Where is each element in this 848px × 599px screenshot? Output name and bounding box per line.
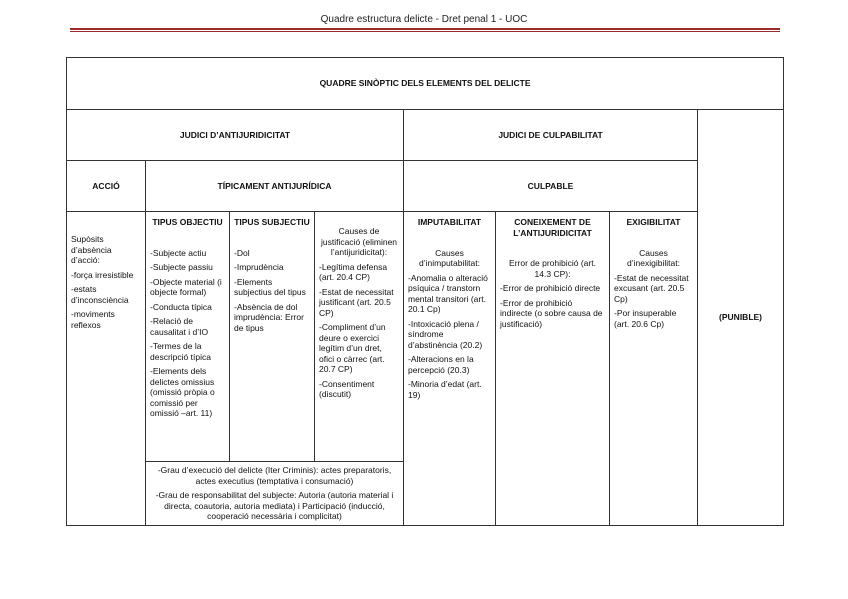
synoptic-table [66, 57, 784, 526]
justificacio-item: -Consentiment (discutit) [319, 378, 375, 399]
page-header: Quadre estructura delicte - Dret penal 1 - UOC [320, 14, 528, 25]
accio-intro: Supòsits d’absència d’acció: [71, 234, 112, 265]
culpabilitat-header: JUDICI DE CULPABILITAT [404, 110, 698, 161]
coneixement-cell [496, 212, 610, 526]
exigibilitat-intro: Causes d’inexigibilitat: [627, 247, 680, 268]
exigibilitat-item: -Estat de necessitat excusant (art. 20.5 Cp) [614, 272, 689, 304]
coneixement-item: -Error de prohibició indirecte (o sobre causa de justificació) [500, 297, 603, 329]
tipus-objectiu-cell [146, 212, 230, 462]
justificacio-item: -Legítima defensa (art. 20.4 CP) [319, 261, 388, 282]
tipus-subjectiu-item: -Imprudència [234, 262, 284, 272]
grau-execucio: -Grau d’execució del delicte (Iter Criminis): actes preparatoris, actes executius (temptativa i consumació) [157, 465, 392, 486]
tipus-objectiu-item: -Relació de causalitat i d’IO [150, 316, 209, 337]
tipus-subjectiu-item: -Dol [234, 247, 250, 258]
grau-responsabilitat: -Grau de responsabilitat del subjecte: Autoria (autoria material i directa, coautoria, autoria mediata) i Participació (inducció, cooperació necessària i complicitat) [155, 490, 394, 521]
accio-item: -força irresistible [71, 269, 134, 280]
punible-cell: (PUNIBLE) [698, 110, 784, 526]
imputabilitat-item: -Alteracions en la percepció (20.3) [408, 354, 474, 375]
table-title: QUADRE SINÒPTIC DELS ELEMENTS DEL DELICTE [67, 58, 784, 110]
tipus-subjectiu-item: -Absència de dol imprudència: Error de tipus [234, 301, 304, 333]
justificacio-item: -Estat de necessitat justificant (art. 20.5 CP) [319, 286, 394, 318]
tipus-subjectiu-heading: TIPUS SUBJECTIU [234, 217, 310, 227]
coneixement-heading: CONEIXEMENT DE L’ANTIJURIDICITAT [513, 217, 592, 238]
tipus-objectiu-item: -Subjecte passiu [150, 262, 213, 272]
tipus-objectiu-item: -Termes de la descripció típica [150, 341, 211, 362]
tipus-subjectiu-item: -Elements subjectius del tipus [234, 276, 306, 297]
accio-column [67, 212, 146, 526]
header-rule [70, 28, 780, 30]
tipus-objectiu-heading: TIPUS OBJECTIU [152, 217, 223, 227]
culpable-header: CULPABLE [404, 161, 698, 212]
accio-header: ACCIÓ [67, 161, 146, 212]
imputabilitat-item: -Anomalia o alteració psíquica / transtorn mental transitori (art. 20.1 Cp) [408, 272, 488, 314]
exigibilitat-cell [610, 212, 698, 526]
tipus-subjectiu-cell [230, 212, 315, 462]
imputabilitat-heading: IMPUTABILITAT [417, 217, 482, 227]
accio-item: -moviments reflexos [71, 309, 115, 330]
justificacio-item: -Compliment d’un deure o exercici legítim d’un dret, ofici o càrrec (art. 20.7 CP) [319, 322, 386, 374]
coneixement-item: -Error de prohibició directe [500, 283, 601, 293]
coneixement-intro: Error de prohibició (art. 14.3 CP): [509, 258, 596, 279]
justificacio-intro: Causes de justificació (eliminen l’antijuridicitat): [320, 226, 398, 257]
grau-cell [146, 462, 404, 526]
tipus-objectiu-item: -Elements dels delictes omissius (omissió pròpia o comissió per omissió –art. 11) [150, 366, 215, 418]
imputabilitat-intro: Causes d’inimputabilitat: [419, 247, 480, 268]
imputabilitat-item: -Minoria d’edat (art. 19) [408, 379, 482, 400]
exigibilitat-item: -Por insuperable (art. 20.6 Cp) [614, 308, 677, 329]
header-rule-thin [70, 31, 780, 32]
justificacio-cell [315, 212, 404, 462]
tipus-objectiu-item: -Subjecte actiu [150, 247, 207, 258]
tipicament-header: TÍPICAMENT ANTIJURÍDICA [146, 161, 404, 212]
antijuridicitat-header: JUDICI D’ANTIJURIDICITAT [67, 110, 404, 161]
tipus-objectiu-item: -Objecte material (i objecte formal) [150, 276, 222, 297]
imputabilitat-cell [404, 212, 496, 526]
imputabilitat-item: -Intoxicació plena / síndrome d’abstinència (20.2) [408, 318, 483, 350]
accio-item: -estats d’inconsciència [71, 284, 129, 305]
tipus-objectiu-item: -Conducta típica [150, 301, 212, 312]
exigibilitat-heading: EXIGIBILITAT [626, 217, 681, 227]
